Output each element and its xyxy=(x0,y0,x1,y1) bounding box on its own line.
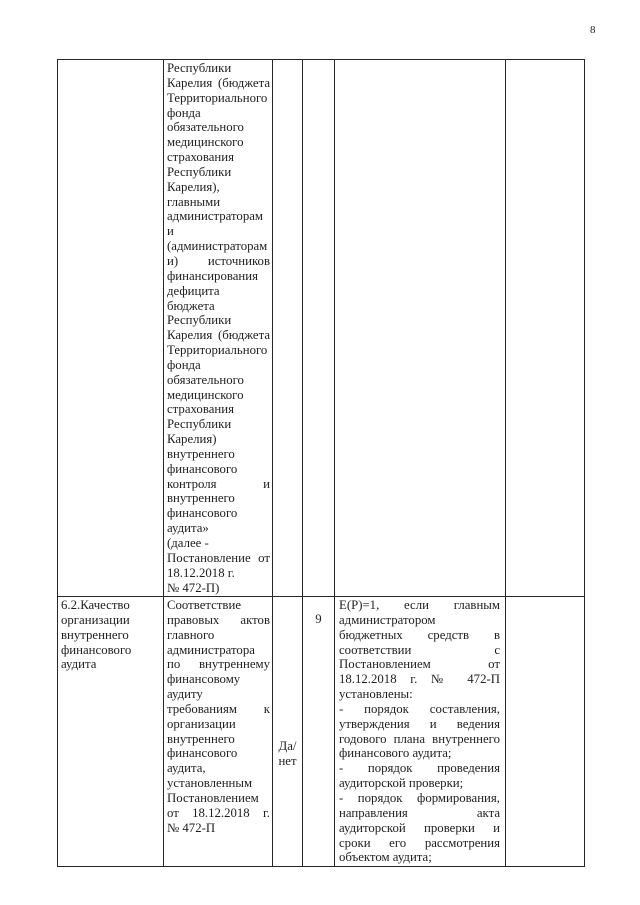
text-line: Республики xyxy=(167,313,232,328)
table-row xyxy=(58,597,585,867)
text-line: Карелия (бюджета xyxy=(167,75,270,90)
text-line: Постановлением xyxy=(167,790,259,805)
description-text xyxy=(167,598,270,836)
text-line: внутреннего xyxy=(167,491,235,506)
text-line: аудита, xyxy=(167,761,206,776)
text-line: главного xyxy=(167,627,215,642)
text-line: финансовому xyxy=(167,672,241,687)
text-line: Постановлением от xyxy=(339,657,500,672)
text-line: организации xyxy=(167,716,236,731)
text-line: медицинского xyxy=(167,387,244,402)
description-cell xyxy=(164,60,273,597)
text-line: Карелия) xyxy=(167,432,217,447)
formula-text xyxy=(339,598,500,865)
criterion-text xyxy=(61,598,160,672)
text-line: по внутреннему xyxy=(167,657,270,672)
text-line: главными xyxy=(167,194,221,209)
text-line: Соответствие xyxy=(167,598,241,612)
text-line: - порядок формирования, xyxy=(339,790,500,805)
text-line: аудиторской проверки и xyxy=(339,820,500,835)
text-line: - порядок составления, xyxy=(339,701,500,716)
weight-value: 9 xyxy=(315,612,322,626)
text-line: Республики xyxy=(167,164,232,179)
text-line: соответствии с xyxy=(339,642,500,657)
text-line: финансового аудита; xyxy=(339,746,452,761)
text-line: (администраторам xyxy=(167,239,268,254)
text-line: от 18.12.2018 г. xyxy=(167,805,270,820)
description-cell xyxy=(164,597,273,867)
evaluation-table xyxy=(57,59,585,867)
text-line: № 472-П) xyxy=(167,580,220,595)
text-line: медицинского xyxy=(167,135,244,150)
text-line: сроки его рассмотрения xyxy=(339,835,500,850)
text-line: аудиторской проверки; xyxy=(339,776,464,791)
text-line: финансирования xyxy=(167,268,258,283)
text-line: Да/ xyxy=(278,739,297,753)
text-line: фонда xyxy=(167,105,201,120)
text-line: 18.12.2018 г. xyxy=(167,565,235,580)
text-line: страхования xyxy=(167,402,234,417)
text-line: аудита xyxy=(61,657,97,672)
text-line: внутреннего xyxy=(167,731,235,746)
text-line: организации xyxy=(61,612,130,627)
text-line: Республики xyxy=(167,61,232,75)
weight-cell xyxy=(303,60,335,597)
text-line: бюджета xyxy=(167,298,215,313)
text-line: установлены: xyxy=(339,687,413,702)
description-text xyxy=(167,61,270,595)
formula-cell xyxy=(335,597,506,867)
text-line: аудиту xyxy=(167,687,203,702)
text-line: (далее - xyxy=(167,536,209,550)
text-line: E(P)=1, если главным xyxy=(339,598,500,612)
text-line: Карелия), xyxy=(167,179,220,194)
text-line: требованиям к xyxy=(167,701,270,716)
text-line: правовых актов xyxy=(167,612,270,627)
text-line: и) источников xyxy=(167,253,270,268)
text-line: администратора xyxy=(167,642,255,657)
answer-cell xyxy=(273,60,303,597)
text-line: финансового xyxy=(167,506,238,521)
text-line: Постановление от xyxy=(167,550,270,565)
text-line: страхования xyxy=(167,150,234,165)
note-cell xyxy=(506,597,585,867)
text-line: аудита» xyxy=(167,521,209,536)
text-line: финансового xyxy=(61,642,132,657)
text-line: Территориального xyxy=(167,90,268,105)
answer-cell xyxy=(273,597,303,867)
text-line: 18.12.2018 г. № 472-П xyxy=(339,672,500,687)
text-line: нет xyxy=(278,753,297,768)
text-line: контроля и xyxy=(167,476,270,491)
text-line: утверждения и ведения xyxy=(339,716,500,731)
criterion-cell xyxy=(58,60,164,597)
text-line: Карелия (бюджета xyxy=(167,328,270,343)
text-line: администратором xyxy=(339,612,436,627)
note-cell xyxy=(506,60,585,597)
text-line: фонда xyxy=(167,357,201,372)
text-line: и xyxy=(167,224,174,239)
formula-cell xyxy=(335,60,506,597)
text-line: направления акта xyxy=(339,805,500,820)
criterion-cell xyxy=(58,597,164,867)
answer-text xyxy=(273,739,302,769)
text-line: № 472-П xyxy=(167,820,216,835)
text-line: внутреннего xyxy=(61,627,129,642)
text-line: обязательного xyxy=(167,372,244,387)
page-number: 8 xyxy=(590,24,596,36)
table-row xyxy=(58,60,585,597)
text-line: финансового xyxy=(167,461,238,476)
text-line: установленным xyxy=(167,776,253,791)
text-line: администраторам xyxy=(167,209,264,224)
text-line: - порядок проведения xyxy=(339,761,500,776)
text-line: бюджетных средств в xyxy=(339,627,500,642)
text-line: Территориального xyxy=(167,343,268,358)
text-line: обязательного xyxy=(167,120,244,135)
text-line: внутреннего xyxy=(167,446,235,461)
text-line: годового плана внутреннего xyxy=(339,731,500,746)
weight-cell xyxy=(303,597,335,867)
text-line: объектом аудита; xyxy=(339,850,432,865)
text-line: Республики xyxy=(167,417,232,432)
text-line: финансового xyxy=(167,746,238,761)
text-line: дефицита xyxy=(167,283,220,298)
text-line: 6.2.Качество xyxy=(61,598,130,612)
